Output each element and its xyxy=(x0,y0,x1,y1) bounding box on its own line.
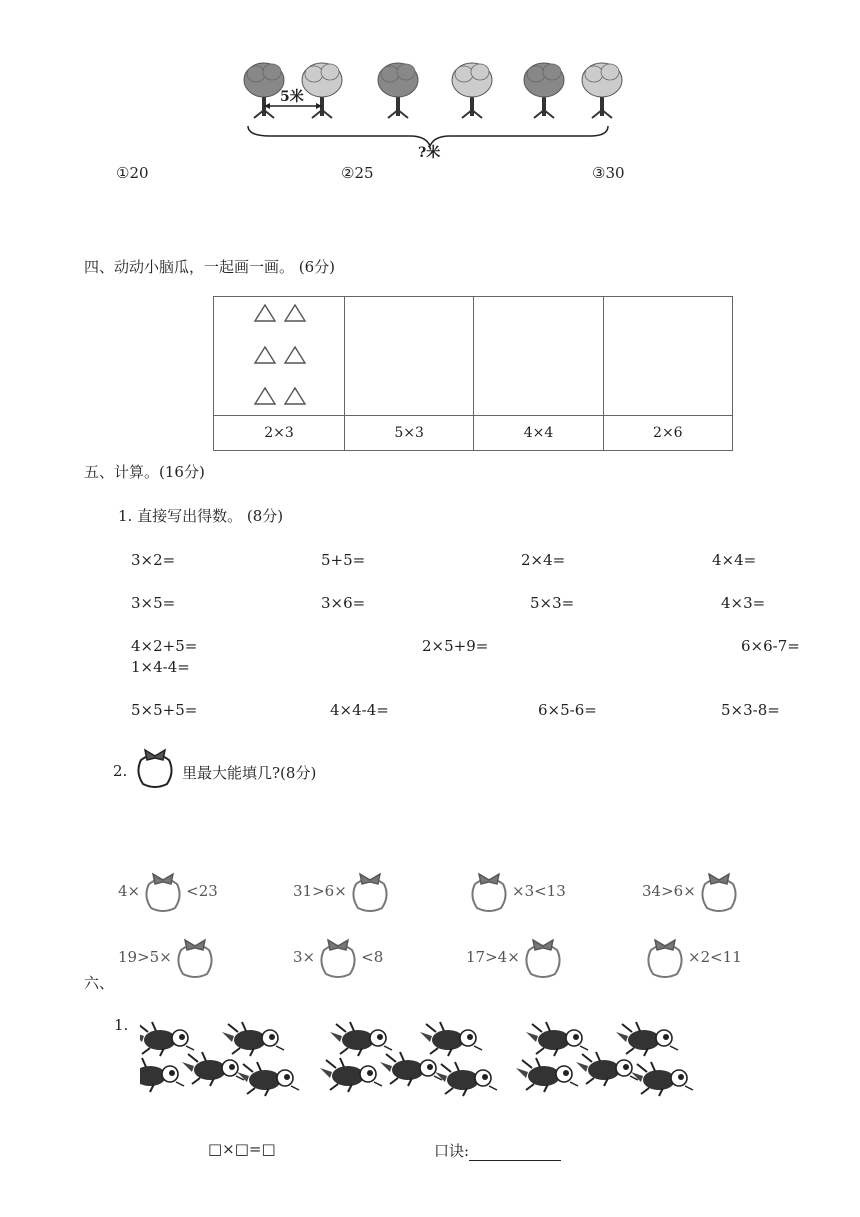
option-3[interactable]: ③30 xyxy=(592,164,625,182)
inequality-left: 19>5× xyxy=(118,948,172,966)
insect-icon xyxy=(616,1022,678,1056)
label-cell-1: 2×3 xyxy=(214,416,345,451)
label-cell-4: 2×6 xyxy=(603,416,732,451)
distance-label: 5米 xyxy=(280,89,304,105)
insect-icon xyxy=(631,1062,693,1096)
inequality-left: 17>4× xyxy=(466,948,520,966)
tree-distance-figure xyxy=(230,58,630,168)
persimmon-blank-icon[interactable] xyxy=(317,934,359,980)
insect-icon xyxy=(330,1022,392,1056)
persimmon-blank-icon[interactable] xyxy=(468,868,510,914)
insect-icon xyxy=(140,1058,184,1092)
q-number: 1. xyxy=(114,1016,129,1034)
calc-item: 2×4= xyxy=(521,551,566,569)
inequality-left: 31>6× xyxy=(293,882,347,900)
calc-item: 5×3-8= xyxy=(721,701,780,719)
persimmon-blank-icon[interactable] xyxy=(644,934,686,980)
inequality-right: ×2<11 xyxy=(688,948,742,966)
inequality-right: <8 xyxy=(361,948,384,966)
persimmon-blank-icon[interactable] xyxy=(698,868,740,914)
calc-item: 3×6= xyxy=(321,594,366,612)
persimmon-inequality xyxy=(118,934,218,980)
persimmon-blank-icon[interactable] xyxy=(174,934,216,980)
triangles-example xyxy=(229,298,329,410)
insect-icon xyxy=(320,1058,382,1092)
draw-cell-4[interactable] xyxy=(603,297,732,416)
koujue-answer-line[interactable] xyxy=(469,1146,561,1161)
label-cell-2: 5×3 xyxy=(345,416,474,451)
persimmon-blank-icon[interactable] xyxy=(142,868,184,914)
tree-icon xyxy=(582,63,622,118)
calc-item: 6×5-6= xyxy=(538,701,597,719)
persimmon-icon xyxy=(133,742,177,794)
insect-icon xyxy=(435,1062,497,1096)
inequality-right: ×3<13 xyxy=(512,882,566,900)
persimmon-inequality xyxy=(642,934,742,980)
tree-icon xyxy=(378,63,418,118)
calc-item: 1×4-4= xyxy=(131,658,190,676)
q2-number: 2. xyxy=(113,762,128,780)
inequality-left: 3× xyxy=(293,948,316,966)
section4-title: 四、动动小脑瓜，一起画一画。 (6分) xyxy=(84,258,336,276)
total-distance-label: ?米 xyxy=(418,145,441,161)
inequality-left: 4× xyxy=(118,882,141,900)
tree-icon xyxy=(452,63,492,118)
calc-item: 4×2+5= xyxy=(131,637,198,655)
persimmon-inequality xyxy=(293,934,383,980)
option-1[interactable]: ①20 xyxy=(116,164,149,182)
section6-title: 六、 xyxy=(84,974,115,992)
tree-icon xyxy=(524,63,564,118)
insect-icon xyxy=(222,1022,284,1056)
calc-item: 5×3= xyxy=(530,594,575,612)
q2-text: 里最大能填几?(8分) xyxy=(182,764,317,782)
formula-blanks[interactable]: □×□=□ xyxy=(208,1140,276,1158)
label-cell-3: 4×4 xyxy=(474,416,603,451)
calc-item: 5+5= xyxy=(321,551,366,569)
calc-item: 2×5+9= xyxy=(422,637,489,655)
insect-icon xyxy=(420,1022,482,1056)
section5-title: 五、计算。(16分) xyxy=(84,463,205,481)
koujue-label: 口诀: xyxy=(434,1142,470,1160)
insect-icon xyxy=(182,1052,244,1086)
persimmon-inequality xyxy=(293,868,393,914)
koujue-field[interactable] xyxy=(434,1140,561,1161)
persimmon-blank-icon[interactable] xyxy=(349,868,391,914)
insect-icon xyxy=(237,1062,299,1096)
drawing-table xyxy=(213,296,733,451)
calc-item: 3×5= xyxy=(131,594,176,612)
inequality-left: 34>6× xyxy=(642,882,696,900)
insect-icon xyxy=(576,1052,638,1086)
persimmon-inequality xyxy=(642,868,742,914)
option-2[interactable]: ②25 xyxy=(341,164,374,182)
insect-icon xyxy=(516,1058,578,1092)
calc-item: 4×4= xyxy=(712,551,757,569)
draw-cell-3[interactable] xyxy=(474,297,603,416)
calc-item: 6×6-7= xyxy=(741,637,800,655)
example-cell xyxy=(214,297,345,416)
calc-item: 5×5+5= xyxy=(131,701,198,719)
calc-item: 4×4-4= xyxy=(330,701,389,719)
inequality-right: <23 xyxy=(186,882,218,900)
persimmon-blank-icon[interactable] xyxy=(522,934,564,980)
insect-icon xyxy=(140,1022,194,1056)
insects-illustration xyxy=(140,1018,720,1108)
draw-cell-2[interactable] xyxy=(345,297,474,416)
calc-item: 3×2= xyxy=(131,551,176,569)
q1-title: 1. 直接写出得数。 (8分) xyxy=(118,507,284,525)
calc-item: 4×3= xyxy=(721,594,766,612)
persimmon-inequality xyxy=(466,868,566,914)
insect-icon xyxy=(380,1052,442,1086)
persimmon-inequality xyxy=(118,868,218,914)
persimmon-inequality xyxy=(466,934,566,980)
tree-icon xyxy=(302,63,342,118)
insect-icon xyxy=(526,1022,588,1056)
tree-icon xyxy=(244,63,284,118)
